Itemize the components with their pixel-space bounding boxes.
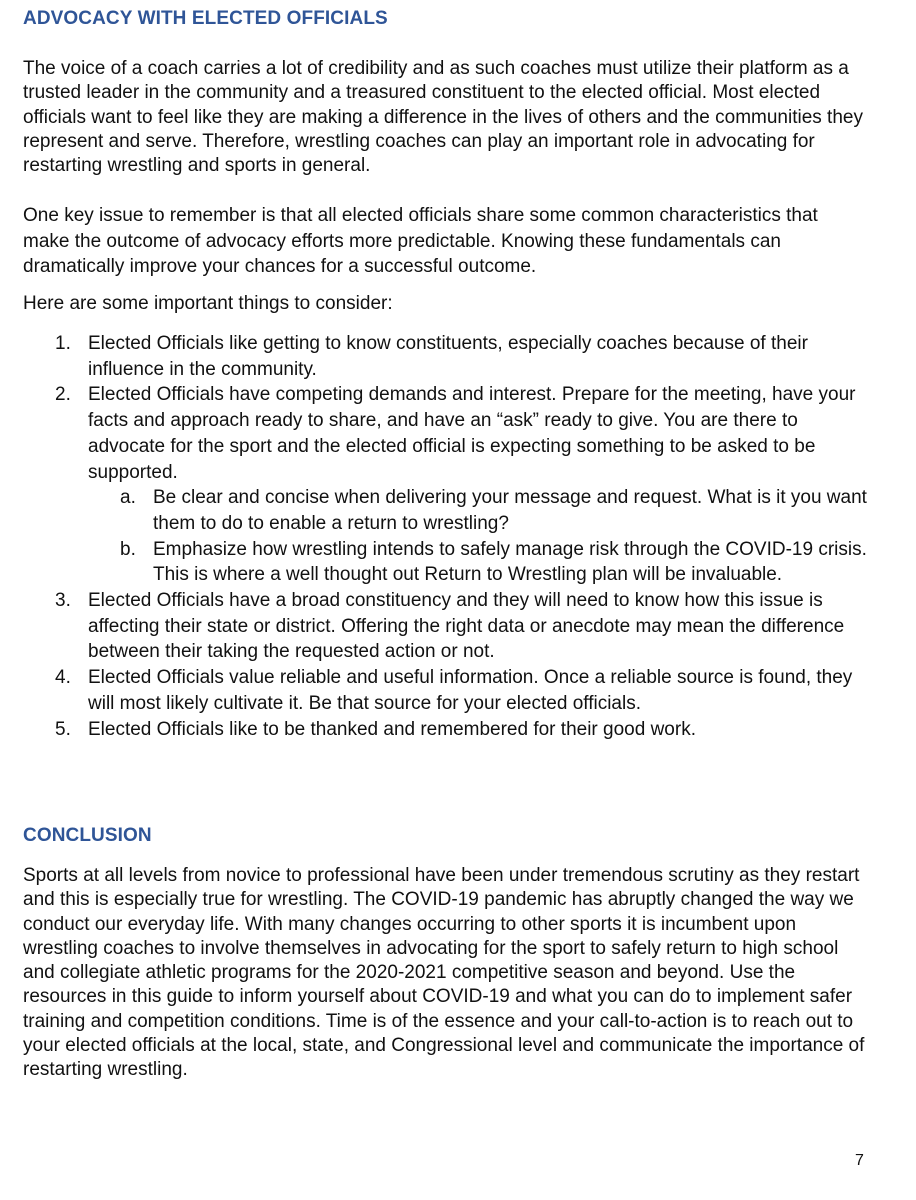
list-item — [23, 588, 868, 665]
list-item — [23, 382, 868, 588]
advocacy-paragraph-1: The voice of a coach carries a lot of credibility and as such coaches must utilize their platform as a trusted leader in the community and a treasured constituent to the elected official. Most elected officials want to feel like they are making a difference in the lives of others and the communities they represent and serve. Therefore, wrestling coaches can play an important role in advocating for restarting wrestling and sports in general. — [23, 58, 863, 177]
sub-list-item-letter: a. — [120, 487, 136, 509]
sub-list-item-text: Emphasize how wrestling intends to safely manage risk through the COVID-19 crisis. This is where a well thought out Return to Wrestling plan will be invaluable. — [153, 538, 867, 586]
list-item-text: Elected Officials have a broad constituency and they will need to know how this issue is affecting their state or district. Offering the right data or anecdote may mean the difference between their taking the requested action or not. — [88, 590, 845, 663]
advocacy-paragraph-2: One key issue to remember is that all elected officials share some common characteristics that make the outcome of advocacy efforts more predictable. Knowing these fundamentals can dramatically improve your chances for a successful outcome. — [23, 205, 818, 277]
list-item-number: 2. — [55, 384, 71, 406]
list-item — [23, 331, 868, 382]
advocacy-paragraph-3: Here are some important things to consider: — [23, 293, 393, 314]
considerations-list — [23, 331, 868, 742]
sub-list-item-letter: b. — [120, 538, 136, 560]
list-item-number: 3. — [55, 590, 71, 612]
conclusion-paragraph: Sports at all levels from novice to professional have been under tremendous scrutiny as they restart and this is especially true for wrestling. The COVID-19 pandemic has abruptly changed the way we conduct our everyday life. With many changes occurring to other sports it is incumbent upon wrestling coaches to involve themselves in advocating for the sport to safely return to high school and collegiate athletic programs for the 2020-2021 competitive season and beyond. Use the resources in this guide to inform yourself about COVID-19 and what you can do to implement safer training and competition conditions. Time is of the essence and your call-to-action is to reach out to your elected officials at the local, state, and Congressional level and communicate the importance of restarting wrestling. — [23, 865, 865, 1081]
list-item-number: 5. — [55, 718, 71, 740]
advocacy-heading: ADVOCACY WITH ELECTED OFFICIALS — [23, 8, 388, 29]
page-number: 7 — [855, 1152, 864, 1169]
list-item-number: 4. — [55, 667, 71, 689]
sub-list-item-text: Be clear and concise when delivering your message and request. What is it you want them to do to enable a return to wrestling? — [153, 487, 867, 534]
list-item — [23, 717, 868, 743]
list-item — [23, 665, 868, 716]
list-item-text: Elected Officials like getting to know constituents, especially coaches because of their influence in the community. — [88, 333, 808, 380]
sub-list-item — [88, 485, 868, 536]
sub-list — [88, 485, 868, 588]
list-item-text: Elected Officials have competing demands and interest. Prepare for the meeting, have your facts and approach ready to share, and have an “ask” ready to give. You are there to advocate for the sport and the elected official is expecting something to be asked to be supported. — [88, 384, 856, 483]
list-item-number: 1. — [55, 333, 71, 354]
conclusion-heading: CONCLUSION — [23, 825, 152, 846]
list-item-text: Elected Officials like to be thanked and remembered for their good work. — [88, 718, 696, 740]
sub-list-item — [88, 537, 868, 588]
list-item-text: Elected Officials value reliable and useful information. Once a reliable source is found, they will most likely cultivate it. Be that source for your elected officials. — [88, 667, 853, 714]
